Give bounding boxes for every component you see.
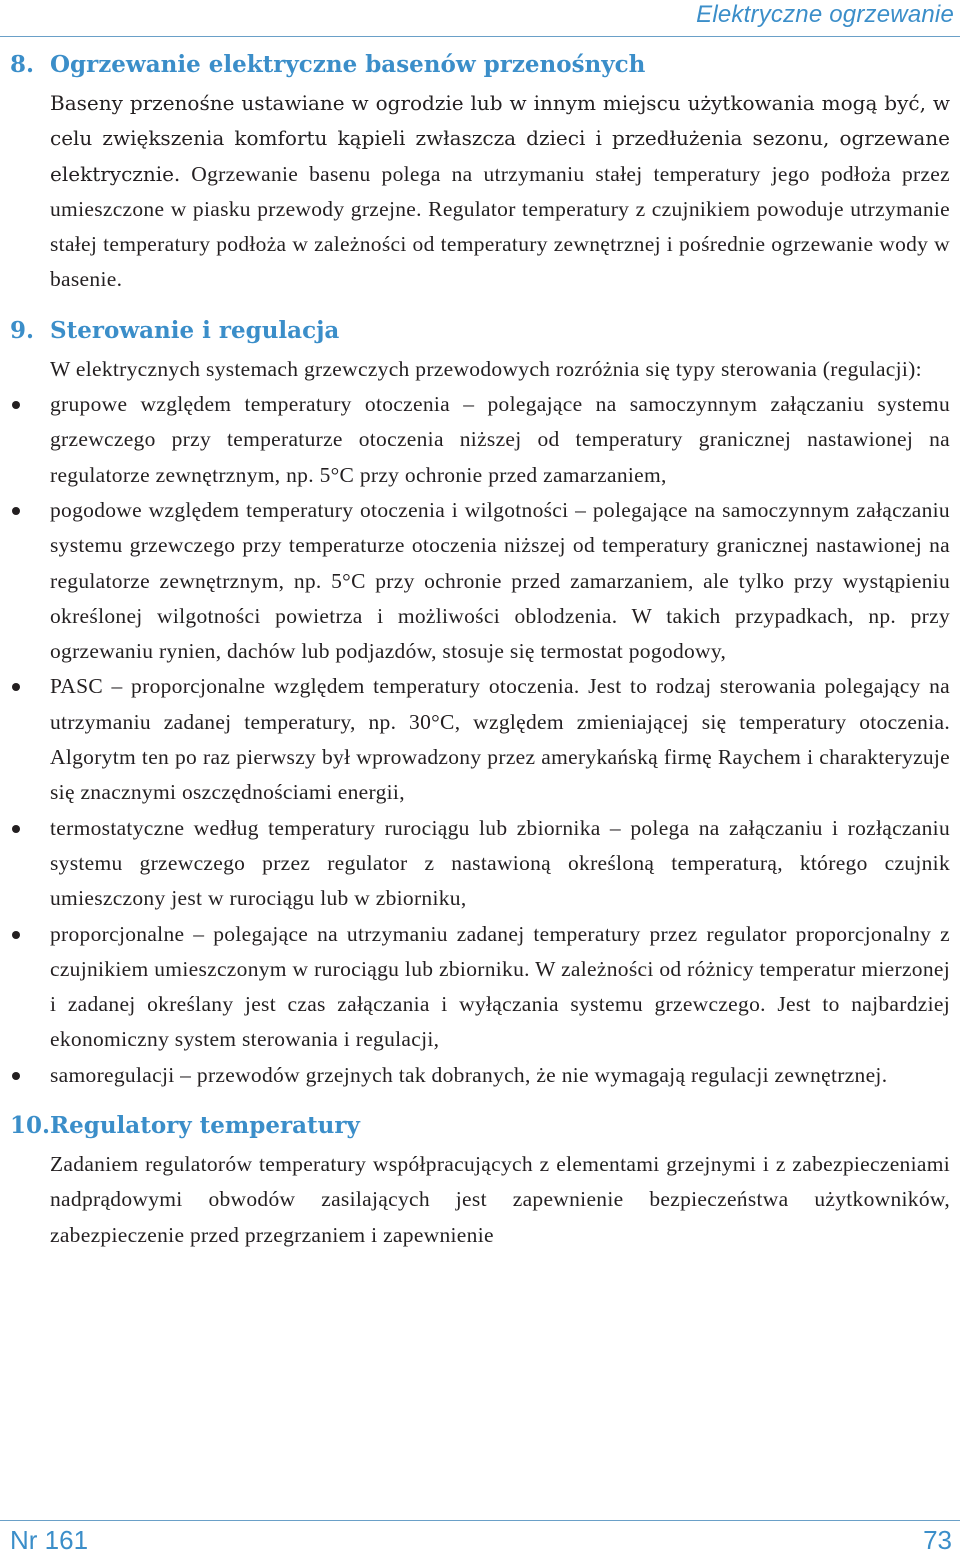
issue-number: Nr 161 xyxy=(10,1525,89,1555)
bullet-icon xyxy=(12,507,20,515)
bullet-icon xyxy=(12,931,20,939)
list-item-text: grupowe względem temperatury otoczenia – polegające na samoczynnym załączaniu systemu grzewczego przy temperaturze otoczenia niższej od temperatury granicznej nastawionej na regulatorze zewnętrznym, np. 5°C przy ochronie przed zamarzaniem, xyxy=(50,392,950,487)
running-head xyxy=(0,0,960,37)
section-number: 9. xyxy=(10,316,35,344)
list-item-text: pogodowe względem temperatury otoczenia i wilgotności – polegające na samoczynnym załączaniu systemu grzewczego przy temperaturze otoczenia niższej od temperatury granicznej nastawionej na regulatorze zewnętrznym, np. 5°C przy ochronie przed zamarzaniem, ale tylko przy wystąpieniu określonej wilgotności powietrza i możliwości oblodzenia. W takich przypadkach, np. przy ogrzewaniu rynien, dachów lub podjazdów, stosuje się termostat pogodowy, xyxy=(50,497,950,664)
section-10-paragraph: Zadaniem regulatorów temperatury współpracujących z elementami grzejnymi i z zabezpieczeniami nadprądowymi obwodów zasilających jest zapewnienie bezpieczeństwa użytkowników, zabezpieczenie przed przegrzaniem i zapewnienie xyxy=(50,1152,950,1247)
page-footer xyxy=(0,1520,960,1556)
section-8-paragraph xyxy=(10,86,950,298)
page-number: 73 xyxy=(923,1525,952,1555)
list-item xyxy=(10,1058,950,1093)
section-8-heading xyxy=(10,48,950,82)
section-9-heading xyxy=(10,314,950,348)
running-head-title: Elektryczne ogrzewanie xyxy=(696,1,954,28)
list-item xyxy=(10,811,950,917)
list-item xyxy=(10,669,950,810)
section-8-lead: Baseny przenośne ustawiane w ogrodzie lub w innym miejscu użytkowania mogą być, w celu zwiększenia komfortu kąpieli zwłaszcza dzieci i przedłużenia sezonu, ogrzewane elektrycznie. xyxy=(50,91,950,186)
list-item-text: termostatyczne według temperatury rurociągu lub zbiornika – polega na załączaniu i rozłączaniu systemu grzewczego przez regulator z nastawioną określoną temperaturą, którego czujnik umieszczony jest w rurociągu lub w zbiorniku, xyxy=(50,815,950,911)
section-title: Ogrzewanie elektryczne basenów przenośnych xyxy=(50,51,646,78)
section-title: Sterowanie i regulacja xyxy=(50,316,340,344)
bullet-icon xyxy=(12,683,20,691)
bullet-icon xyxy=(12,1072,20,1080)
section-title: Regulatory temperatury xyxy=(50,1112,360,1140)
section-10-heading xyxy=(10,1109,950,1143)
control-types-list xyxy=(10,387,950,1093)
list-item xyxy=(10,917,950,1058)
section-number: 8. xyxy=(10,51,35,78)
list-item-text: PASC – proporcjonalne względem temperatury otoczenia. Jest to rodzaj sterowania polegający na utrzymaniu zadanej temperatury, np. 30°C, względem zmieniającej się temperatury otoczenia. Algorytm ten po raz pierwszy był wprowadzony przez amerykańską firmę Raychem i charakteryzuje się znacznymi oszczędnościami energii, xyxy=(50,674,950,805)
list-item-text: proporcjonalne – polegające na utrzymaniu zadanej temperatury przez regulator proporcjonalny z czujnikiem umieszczonym w rurociągu lub zbiorniku. W zależności od różnicy temperatur mierzonej i zadanej określany jest czas załączania i wyłączania systemu grzewczego. Jest to najbardziej ekonomiczny system sterowania i regulacji, xyxy=(50,921,950,1052)
bullet-icon xyxy=(12,401,20,409)
page-content xyxy=(10,44,950,1253)
bullet-icon xyxy=(12,825,20,833)
section-8-body: Ogrzewanie basenu polega na utrzymaniu stałej temperatury jego podłoża przez umieszczone w piasku przewody grzejne. Regulator temperatury z czujnikiem powoduje utrzymanie stałej temperatury podłoża w zależności od temperatury zewnętrznej i pośrednie ogrzewanie wody w basenie. xyxy=(50,161,950,292)
list-item xyxy=(10,493,950,669)
section-number: 10. xyxy=(10,1112,51,1140)
section-9-intro: W elektrycznych systemach grzewczych przewodowych rozróżnia się typy sterowania (regulacji): xyxy=(50,356,922,381)
list-item-text: samoregulacji – przewodów grzejnych tak dobranych, że nie wymagają regulacji zewnętrznej. xyxy=(50,1062,888,1087)
list-item xyxy=(10,387,950,493)
